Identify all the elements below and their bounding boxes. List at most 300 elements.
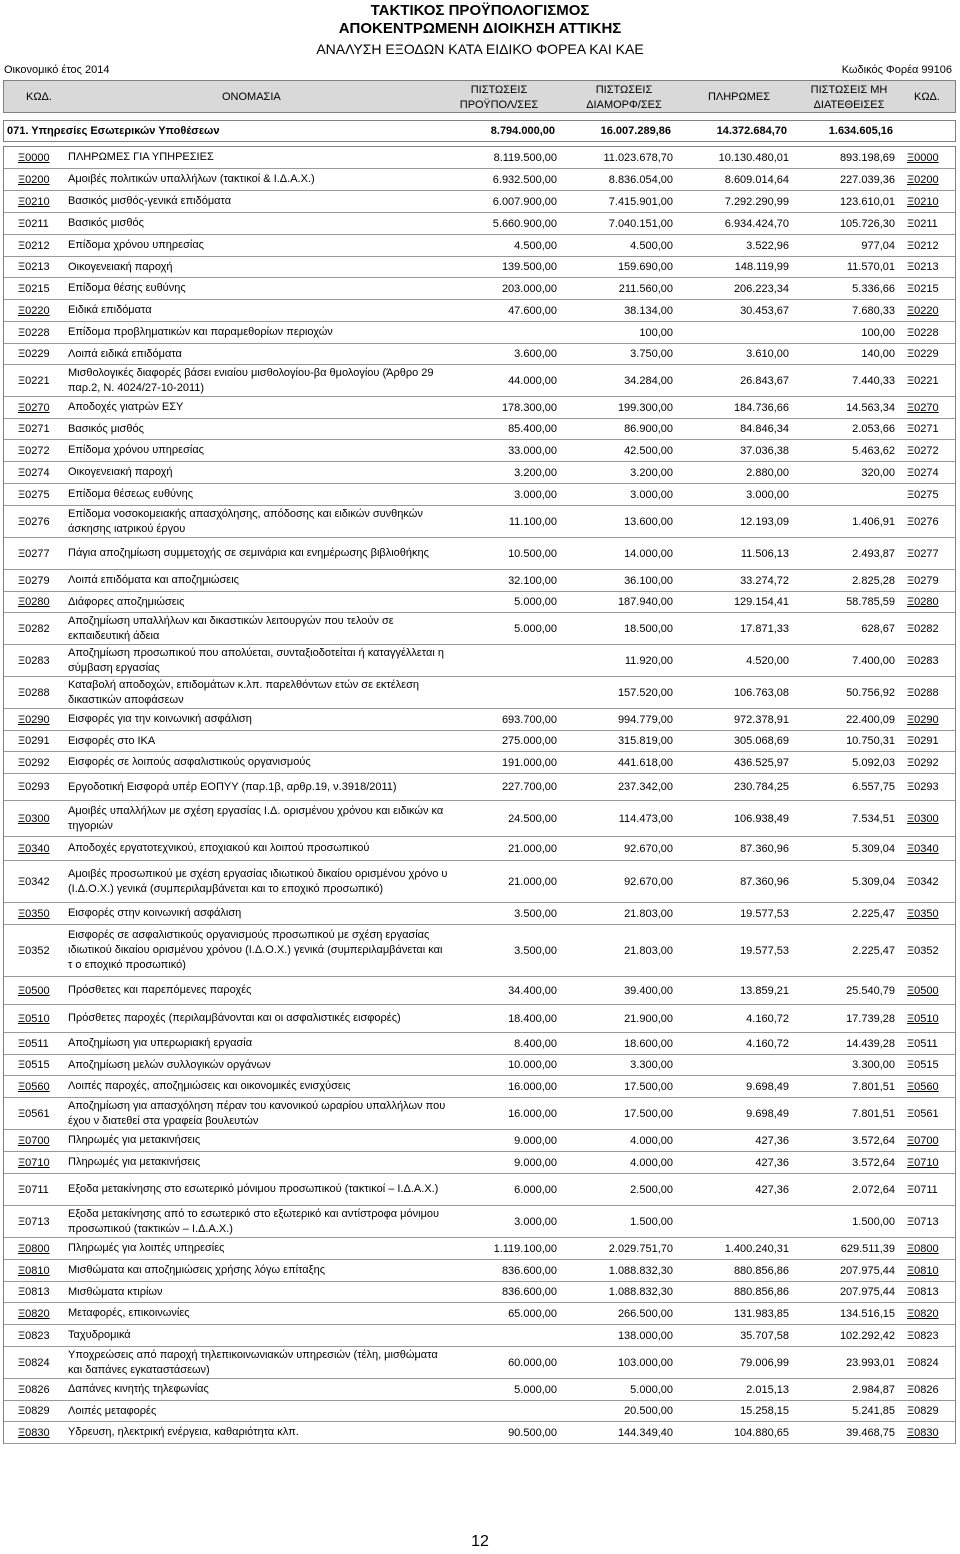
row-unallocated: 102.292,42 xyxy=(839,1329,895,1342)
row-code-right: Ξ0700 xyxy=(907,1134,939,1147)
report-title: ΤΑΚΤΙΚΟΣ ΠΡΟΫΠΟΛΟΓΙΣΜΟΣ xyxy=(370,2,590,19)
row-name: Επίδομα νοσοκομειακής απασχόλησης, απόδοσης και ειδικών συνθηκών άσκησης ιατρικού έργου xyxy=(68,507,423,535)
row-name: Πληρωμές για μετακινήσεις xyxy=(68,1156,201,1168)
row-unallocated: 58.785,59 xyxy=(846,596,895,608)
row-name: Αποζημίωση για υπερωριακή εργασία xyxy=(68,1037,253,1049)
row-code: Ξ0713 xyxy=(18,1215,50,1228)
table-row xyxy=(4,752,955,774)
row-payments: 37.036,38 xyxy=(740,444,789,457)
row-code: Ξ0500 xyxy=(18,984,50,997)
row-formed: 4.000,00 xyxy=(630,1156,673,1169)
row-formed: 92.670,00 xyxy=(624,842,673,855)
row-payments: 10.130.480,01 xyxy=(718,151,789,164)
expense-table xyxy=(3,146,956,1444)
row-payments: 436.525,97 xyxy=(733,756,789,769)
row-budgeted: 16.000,00 xyxy=(508,1107,557,1120)
row-unallocated: 3.572,64 xyxy=(852,1134,895,1147)
row-name: Εισφορές σε λοιπούς ασφαλιστικούς οργανισμούς xyxy=(68,756,311,768)
row-code: Ξ0229 xyxy=(18,348,50,360)
row-code-right: Ξ0288 xyxy=(907,686,939,699)
row-payments: 3.000,00 xyxy=(746,488,789,501)
row-formed: 13.600,00 xyxy=(624,515,673,528)
page-number: 12 xyxy=(471,1533,489,1550)
table-header xyxy=(3,80,956,113)
row-budgeted xyxy=(444,1401,557,1421)
table-row xyxy=(4,322,955,344)
row-unallocated: 2.225,47 xyxy=(852,944,895,957)
row-formed: 157.520,00 xyxy=(617,686,673,699)
row-unallocated: 7.400,00 xyxy=(852,654,895,667)
table-row xyxy=(4,774,955,801)
row-code-right: Ξ0300 xyxy=(907,812,939,825)
row-formed: 114.473,00 xyxy=(618,812,673,825)
row-code-right: Ξ0270 xyxy=(907,401,939,414)
row-unallocated: 5.092,03 xyxy=(852,756,895,769)
row-name: Εργοδοτική Εισφορά υπέρ ΕΟΠΥΥ (παρ.1β, αρθρ.19, ν.3918/2011) xyxy=(68,780,397,793)
row-name: Ταχυδρομικά xyxy=(68,1329,131,1341)
row-formed: 5.000,00 xyxy=(630,1383,673,1396)
row-name: Εξοδα μετακίνησης στο εσωτερικό μόνιμου προσωπικού (τακτικοί – Ι.Δ.Α.Χ.) xyxy=(68,1183,439,1195)
table-row xyxy=(4,645,955,677)
row-payments: 2.880,00 xyxy=(746,466,789,479)
row-unallocated: 2.072,64 xyxy=(852,1183,895,1196)
row-code-right: Ξ0820 xyxy=(907,1307,939,1320)
row-name: Λοιπές παροχές, αποζημιώσεις και οικονομικές ενισχύσεις xyxy=(68,1080,351,1092)
row-payments: 35.707,58 xyxy=(740,1329,789,1342)
row-formed: 1.500,00 xyxy=(630,1215,673,1228)
row-code: Ξ0700 xyxy=(18,1134,50,1147)
row-code: Ξ0511 xyxy=(18,1037,49,1050)
row-payments: 19.577,53 xyxy=(740,944,789,957)
row-formed: 237.342,00 xyxy=(617,781,673,793)
row-code: Ξ0200 xyxy=(18,173,50,186)
row-code-right: Ξ0228 xyxy=(907,326,939,339)
row-code-right: Ξ0511 xyxy=(907,1037,938,1050)
row-code: Ξ0829 xyxy=(18,1405,50,1417)
table-row xyxy=(4,1152,955,1174)
row-code-right: Ξ0283 xyxy=(907,654,939,667)
row-formed: 144.349,40 xyxy=(617,1426,673,1439)
row-code-right: Ξ0342 xyxy=(907,875,939,888)
row-budgeted xyxy=(444,645,557,676)
row-budgeted: 227.700,00 xyxy=(501,781,557,793)
row-name: Επίδομα προβληματικών και παραμεθορίων περιοχών xyxy=(68,326,333,338)
row-budgeted: 16.000,00 xyxy=(508,1080,557,1093)
row-budgeted: 4.500,00 xyxy=(514,239,557,252)
row-code: Ξ0288 xyxy=(18,686,50,699)
row-name: Μισθώματα κτιρίων xyxy=(68,1285,163,1298)
row-unallocated: 23.993,01 xyxy=(846,1356,895,1369)
row-name: Οικογενειακή παροχή xyxy=(68,260,173,273)
table-row xyxy=(4,278,955,300)
row-unallocated: 207.975,44 xyxy=(839,1264,895,1277)
row-payments: 26.843,67 xyxy=(740,374,789,387)
row-code: Ξ0820 xyxy=(18,1307,50,1320)
row-unallocated: 3.300,00 xyxy=(852,1059,895,1071)
row-name: ΠΛΗΡΩΜΕΣ ΓΙΑ ΥΠΗΡΕΣΙΕΣ xyxy=(68,151,214,163)
table-row xyxy=(4,147,955,169)
row-code-right: Ξ0210 xyxy=(907,195,939,208)
row-budgeted: 5.000,00 xyxy=(514,622,557,635)
row-unallocated: 1.500,00 xyxy=(852,1215,895,1228)
row-budgeted: 32.100,00 xyxy=(508,574,557,587)
row-unallocated: 7.534,51 xyxy=(852,812,895,825)
row-budgeted: 6.932.500,00 xyxy=(492,173,557,186)
row-code: Ξ0000 xyxy=(18,151,50,164)
table-row xyxy=(4,1325,955,1347)
row-code: Ξ0352 xyxy=(18,944,50,957)
row-payments: 9.698,49 xyxy=(746,1080,789,1093)
row-payments: 305.068,69 xyxy=(733,735,789,747)
table-row xyxy=(4,1005,955,1033)
row-unallocated: 5.241,85 xyxy=(852,1405,895,1417)
row-formed: 3.000,00 xyxy=(630,488,673,501)
row-formed: 103.000,00 xyxy=(617,1356,673,1369)
row-code-right: Ξ0352 xyxy=(907,944,939,957)
row-formed: 21.900,00 xyxy=(624,1012,673,1025)
row-code-right: Ξ0830 xyxy=(907,1426,939,1439)
table-row xyxy=(4,1130,955,1152)
row-code-right: Ξ0277 xyxy=(907,547,939,560)
row-payments: 13.859,21 xyxy=(740,984,789,997)
row-code-right: Ξ0560 xyxy=(907,1080,939,1093)
section-payments: 14.372.684,70 xyxy=(716,125,787,137)
row-unallocated: 134.516,15 xyxy=(839,1307,895,1320)
table-row xyxy=(4,1347,955,1379)
row-name: Βασικός μισθός xyxy=(68,217,144,229)
row-unallocated: 3.572,64 xyxy=(852,1156,895,1169)
row-name: Πρόσθετες παροχές (περιλαμβάνονται και οι ασφαλιστικές εισφορές) xyxy=(68,1012,401,1024)
row-code-right: Ξ0710 xyxy=(907,1156,939,1169)
row-name: Βασικός μισθός-γενικά επιδόματα xyxy=(68,195,232,207)
row-payments: 7.292.290,99 xyxy=(724,195,789,208)
row-code: Ξ0560 xyxy=(18,1080,50,1093)
row-payments: 17.871,33 xyxy=(740,622,789,635)
row-payments: 9.698,49 xyxy=(746,1107,789,1120)
row-payments: 11.506,13 xyxy=(740,547,789,560)
row-formed: 211.560,00 xyxy=(618,282,673,295)
row-payments: 4.520,00 xyxy=(746,654,789,667)
row-budgeted: 191.000,00 xyxy=(501,756,557,769)
section-row xyxy=(3,120,956,142)
row-code-right: Ξ0274 xyxy=(907,466,939,479)
row-name: Πρόσθετες και παρεπόμενες παροχές xyxy=(68,984,252,996)
row-unallocated: 105.726,30 xyxy=(839,217,895,230)
row-payments: 148.119,99 xyxy=(734,261,789,273)
row-formed: 14.000,00 xyxy=(624,547,673,560)
row-formed: 994.779,00 xyxy=(617,713,673,726)
section-budgeted: 8.794.000,00 xyxy=(490,125,555,137)
row-payments: 972.378,91 xyxy=(733,713,789,726)
table-row xyxy=(4,235,955,257)
row-code: Ξ0270 xyxy=(18,401,50,414)
row-budgeted: 9.000,00 xyxy=(514,1134,557,1147)
row-code: Ξ0300 xyxy=(18,812,50,825)
table-row xyxy=(4,169,955,191)
row-name: Εισφορές στην κοινωνική ασφάλιση xyxy=(68,907,242,919)
header-payments: ΠΛΗΡΩΜΕΣ xyxy=(707,91,771,103)
row-code-right: Ξ0282 xyxy=(907,622,939,635)
row-formed: 441.618,00 xyxy=(617,756,673,769)
row-budgeted: 85.400,00 xyxy=(508,423,557,435)
row-unallocated: 893.198,69 xyxy=(839,151,895,164)
row-budgeted: 6.007.900,00 xyxy=(492,195,557,208)
row-budgeted: 21.000,00 xyxy=(508,842,557,855)
row-budgeted: 21.000,00 xyxy=(508,875,557,888)
row-code-right: Ξ0500 xyxy=(907,984,939,997)
row-formed: 3.750,00 xyxy=(630,348,673,360)
table-row xyxy=(4,903,955,925)
row-code: Ξ0710 xyxy=(18,1156,50,1169)
row-unallocated: 11.570,01 xyxy=(846,261,895,273)
row-budgeted: 3.200,00 xyxy=(514,466,557,479)
table-row xyxy=(4,677,955,709)
row-budgeted: 3.000,00 xyxy=(514,1215,557,1228)
row-payments: 427,36 xyxy=(755,1156,789,1169)
row-code-right: Ξ0200 xyxy=(907,173,939,186)
row-code-right: Ξ0211 xyxy=(907,217,938,230)
row-code: Ξ0340 xyxy=(18,842,50,855)
row-formed: 39.400,00 xyxy=(624,984,673,997)
row-formed: 4.500,00 xyxy=(630,239,673,252)
row-formed: 7.415.901,00 xyxy=(608,195,673,208)
row-unallocated: 628,67 xyxy=(861,622,895,635)
row-payments: 12.193,09 xyxy=(740,515,789,528)
row-payments: 8.609.014,64 xyxy=(724,173,789,186)
table-row xyxy=(4,344,955,365)
table-row xyxy=(4,213,955,235)
table-row xyxy=(4,861,955,903)
header-code: ΚΩΔ. xyxy=(26,91,52,103)
row-payments: 15.258,15 xyxy=(740,1405,789,1417)
row-name: Ειδικά επιδόματα xyxy=(68,304,152,316)
row-formed: 18.500,00 xyxy=(624,622,673,635)
row-code: Ξ0342 xyxy=(18,875,50,888)
row-payments: 3.522,96 xyxy=(746,239,789,252)
row-formed: 18.600,00 xyxy=(624,1037,673,1050)
row-code-right: Ξ0810 xyxy=(907,1264,939,1277)
row-name: Υποχρεώσεις από παροχή τηλεπικοινωνιακών υπηρεσιών (τέλη, μισθώματα και δαπάνες εγκαταστάσεων) xyxy=(68,1348,438,1376)
row-payments: 87.360,96 xyxy=(740,875,789,888)
row-formed: 138.000,00 xyxy=(617,1329,673,1342)
row-budgeted: 836.600,00 xyxy=(501,1264,557,1277)
table-row xyxy=(4,837,955,861)
row-code-right: Ξ0212 xyxy=(907,239,939,252)
table-row xyxy=(4,709,955,731)
row-unallocated xyxy=(782,484,895,505)
table-row xyxy=(4,1076,955,1098)
row-unallocated: 25.540,79 xyxy=(846,984,895,997)
row-code-right: Ξ0291 xyxy=(907,735,939,747)
row-payments: 427,36 xyxy=(755,1134,789,1147)
row-name: Οικογενειακή παροχή xyxy=(68,466,173,478)
row-formed: 92.670,00 xyxy=(624,875,673,888)
row-budgeted: 10.500,00 xyxy=(508,547,557,560)
row-code-right: Ξ0515 xyxy=(907,1059,939,1071)
row-name: Πληρωμές για λοιπές υπηρεσίες xyxy=(68,1242,225,1254)
row-unallocated: 22.400,09 xyxy=(846,713,895,726)
row-payments: 184.736,66 xyxy=(733,401,789,414)
fiscal-year: Οικονομικό έτος 2014 xyxy=(4,64,110,76)
row-budgeted: 5.660.900,00 xyxy=(492,217,557,230)
row-unallocated: 14.439,28 xyxy=(846,1037,895,1050)
table-row xyxy=(4,419,955,440)
row-budgeted: 1.119.100,00 xyxy=(493,1242,557,1255)
row-code-right: Ξ0800 xyxy=(907,1242,939,1255)
row-name: Αμοιβές πολιτικών υπαλλήλων (τακτικοί & Ι.Δ.Α.Χ.) xyxy=(68,173,315,185)
row-payments: 206.223,34 xyxy=(733,282,789,295)
row-payments: 30.453,67 xyxy=(740,304,789,317)
row-payments: 3.610,00 xyxy=(746,348,789,360)
table-row xyxy=(4,1422,955,1444)
row-unallocated: 207.975,44 xyxy=(839,1286,895,1298)
row-budgeted: 5.000,00 xyxy=(514,1383,557,1396)
row-code: Ξ0824 xyxy=(18,1356,50,1369)
row-name: Διάφορες αποζημιώσεις xyxy=(68,595,185,608)
row-payments: 1.400.240,31 xyxy=(724,1242,789,1255)
row-payments: 6.934.424,70 xyxy=(724,217,789,230)
row-budgeted: 47.600,00 xyxy=(508,304,557,317)
row-unallocated: 2.493,87 xyxy=(852,547,895,560)
row-unallocated: 629.511,39 xyxy=(840,1242,895,1255)
table-row xyxy=(4,570,955,592)
row-budgeted: 34.400,00 xyxy=(508,984,557,997)
row-payments: 87.360,96 xyxy=(740,842,789,855)
table-row xyxy=(4,1282,955,1303)
row-name: Αποζημίωση μελών συλλογικών οργάνων xyxy=(68,1058,271,1071)
row-budgeted: 3.500,00 xyxy=(514,944,557,957)
header-unallocated: ΠΙΣΤΩΣΕΙΣ ΜΗ ΔΙΑΤΕΘΕΙΣΕΣ xyxy=(810,84,888,111)
row-code-right: Ξ0000 xyxy=(907,151,939,164)
row-unallocated: 7.680,33 xyxy=(852,304,895,317)
row-code: Ξ0282 xyxy=(18,622,50,635)
table-row xyxy=(4,538,955,570)
row-budgeted: 33.000,00 xyxy=(508,444,557,457)
table-row xyxy=(4,191,955,213)
row-formed: 199.300,00 xyxy=(617,401,673,414)
row-code: Ξ0211 xyxy=(18,217,49,230)
section-label: 071. Υπηρεσίες Εσωτερικών Υποθέσεων xyxy=(7,125,220,137)
row-code-right: Ξ0293 xyxy=(907,781,939,793)
row-unallocated: 7.440,33 xyxy=(852,374,895,387)
report-subtitle: ΑΠΟΚΕΝΤΡΩΜΕΝΗ ΔΙΟΙΚΗΣΗ ΑΤΤΙΚΗΣ xyxy=(338,20,622,37)
row-formed: 11.023.678,70 xyxy=(603,151,673,164)
row-code: Ξ0277 xyxy=(18,547,50,560)
row-payments: 880.856,86 xyxy=(733,1286,789,1298)
row-payments: 19.577,53 xyxy=(740,907,789,920)
header-formed: ΠΙΣΤΩΣΕΙΣ ΔΙΑΜΟΡΦ/ΣΕΣ xyxy=(586,84,662,111)
row-payments: 427,36 xyxy=(755,1183,789,1196)
row-code: Ξ0221 xyxy=(18,374,50,387)
row-code: Ξ0823 xyxy=(18,1329,50,1342)
row-unallocated: 10.750,31 xyxy=(846,735,895,747)
row-code: Ξ0826 xyxy=(18,1383,50,1396)
row-name: Αποζημίωση προσωπικού που απολύεται, συνταξιοδοτείται ή καταγγέλλεται η σύμβαση εργασίας xyxy=(68,646,444,674)
row-code-right: Ξ0272 xyxy=(907,444,939,457)
table-row xyxy=(4,977,955,1005)
row-unallocated: 2.053,66 xyxy=(852,423,895,435)
table-row xyxy=(4,300,955,322)
row-name: Μισθώματα και αποζημιώσεις χρήσης λόγω επίταξης xyxy=(68,1264,326,1276)
row-budgeted: 8.119.500,00 xyxy=(493,151,557,164)
table-row xyxy=(4,1098,955,1130)
row-code: Ξ0280 xyxy=(18,596,50,608)
row-name: Αποδοχές εργατοτεχνικού, εποχιακού και λοιπού προσωπικού xyxy=(68,842,370,854)
row-budgeted xyxy=(444,677,557,708)
row-formed: 2.029.751,70 xyxy=(608,1242,673,1255)
row-code: Ξ0271 xyxy=(18,423,50,435)
row-code: Ξ0813 xyxy=(18,1286,50,1298)
row-code-right: Ξ0813 xyxy=(907,1286,939,1298)
row-code-right: Ξ0711 xyxy=(907,1183,938,1196)
row-unallocated: 5.463,62 xyxy=(852,444,895,457)
row-code: Ξ0215 xyxy=(18,282,50,295)
row-name: Λοιπά επιδόματα και αποζημιώσεις xyxy=(68,574,239,586)
table-row xyxy=(4,1379,955,1401)
row-formed: 86.900,00 xyxy=(624,423,673,435)
row-unallocated: 320,00 xyxy=(861,466,895,479)
row-code: Ξ0272 xyxy=(18,444,50,457)
row-code: Ξ0283 xyxy=(18,654,50,667)
table-row xyxy=(4,925,955,977)
row-formed: 17.500,00 xyxy=(624,1080,673,1093)
row-payments xyxy=(676,1055,789,1075)
row-code: Ξ0213 xyxy=(18,261,50,273)
row-unallocated: 7.801,51 xyxy=(852,1107,895,1120)
row-name: Καταβολή αποδοχών, επιδομάτων κ.λπ. παρελθόντων ετών σε εκτέλεση δικαστικών αποφάσεων xyxy=(68,678,419,706)
row-code: Ξ0711 xyxy=(18,1183,49,1196)
row-code-right: Ξ0829 xyxy=(907,1405,939,1417)
row-code: Ξ0220 xyxy=(18,304,50,317)
row-code: Ξ0275 xyxy=(18,488,50,501)
row-formed: 7.040.151,00 xyxy=(608,217,673,230)
row-code-right: Ξ0713 xyxy=(907,1215,939,1228)
row-formed: 4.000,00 xyxy=(630,1134,673,1147)
row-unallocated: 14.563,34 xyxy=(846,401,895,414)
row-code: Ξ0830 xyxy=(18,1426,50,1439)
row-unallocated: 7.801,51 xyxy=(852,1080,895,1093)
row-code: Ξ0293 xyxy=(18,781,50,793)
row-code-right: Ξ0510 xyxy=(907,1012,939,1025)
row-formed: 11.920,00 xyxy=(624,654,673,667)
row-code-right: Ξ0824 xyxy=(907,1356,939,1369)
row-code-right: Ξ0220 xyxy=(907,304,939,317)
row-name: Αμοιβές υπαλλήλων με σχέση εργασίας Ι.Δ. ορισμένου χρόνου και ειδικών κα τηγοριών xyxy=(68,804,444,832)
row-code: Ξ0228 xyxy=(18,326,50,339)
row-name: Βασικός μισθός xyxy=(68,422,144,435)
row-payments: 106.938,49 xyxy=(733,812,789,825)
row-unallocated: 123.610,01 xyxy=(839,195,895,208)
row-formed: 20.500,00 xyxy=(624,1405,673,1417)
row-name: Εισφορές σε ασφαλιστικούς οργανισμούς προσωπικού με σχέση εργασίας ιδιωτικού δικαίου ορισμένου χρόνου (Ι.Δ.Ο.Χ.) γενικά (συμπεριλαμβάνεται και τ ο εποχικό προσωπικό) xyxy=(68,929,443,971)
row-budgeted: 6.000,00 xyxy=(514,1183,557,1196)
row-budgeted: 275.000,00 xyxy=(501,735,557,747)
row-name: Υδρευση, ηλεκτρική ενέργεια, καθαριότητα κλπ. xyxy=(68,1426,299,1438)
row-code-right: Ξ0280 xyxy=(907,596,939,608)
row-code-right: Ξ0279 xyxy=(907,574,939,587)
row-payments xyxy=(676,1206,789,1237)
table-row xyxy=(4,1033,955,1055)
section-formed: 16.007.289,86 xyxy=(600,125,671,137)
row-budgeted: 693.700,00 xyxy=(501,713,557,726)
row-unallocated: 100,00 xyxy=(861,326,895,339)
table-row xyxy=(4,613,955,645)
row-name: Επίδομα χρόνου υπηρεσίας xyxy=(68,444,204,456)
row-code-right: Ξ0340 xyxy=(907,842,939,855)
row-unallocated: 50.756,92 xyxy=(846,686,895,699)
row-name: Επίδομα χρόνου υπηρεσίας xyxy=(68,239,204,251)
row-payments: 4.160,72 xyxy=(746,1037,789,1050)
